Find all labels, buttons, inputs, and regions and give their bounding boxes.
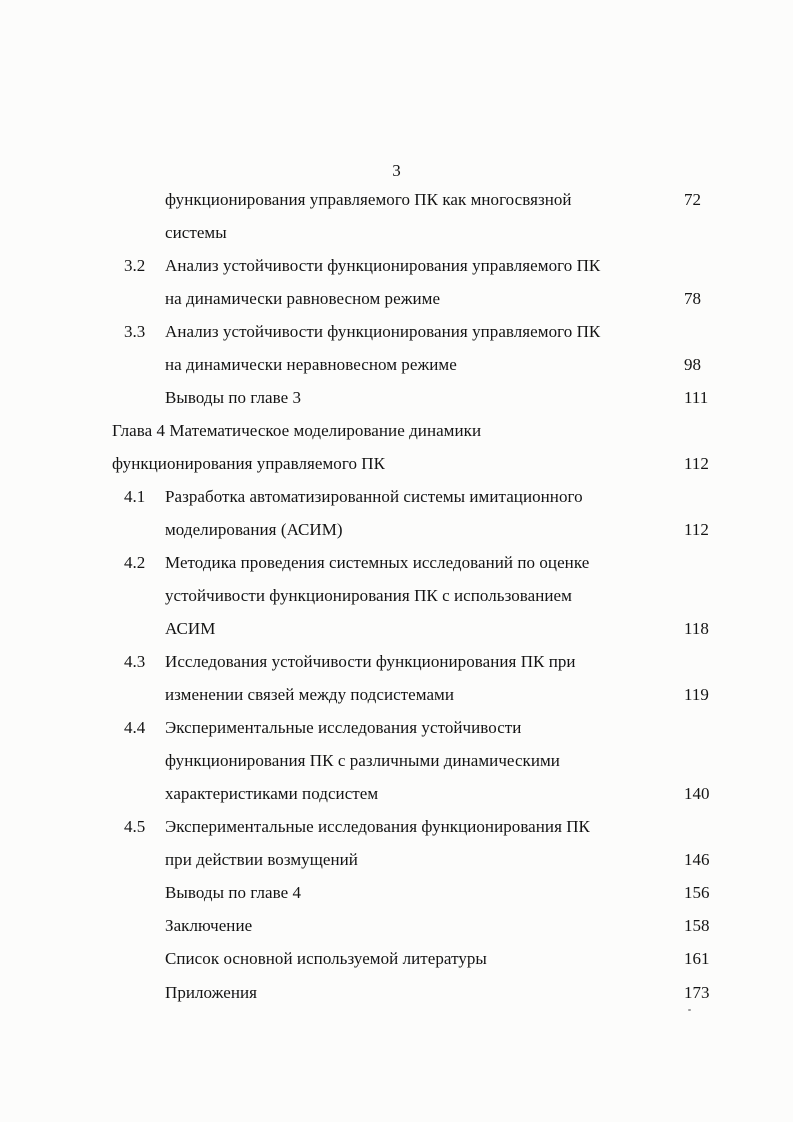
toc-entry-page: 119 — [684, 685, 709, 704]
toc-entry-text: Выводы по главе 3 — [165, 388, 302, 407]
toc-section-number: 4.4 — [124, 718, 146, 737]
toc-entry-page: 118 — [684, 619, 709, 638]
toc-section-number: 4.2 — [124, 553, 146, 572]
toc-entry-page: 146 — [684, 850, 710, 869]
toc-section-number: 4.1 — [124, 487, 146, 506]
toc-entry-text: характеристиками подсистем — [165, 784, 379, 803]
toc-entry-text: при действии возмущений — [165, 850, 358, 869]
toc-entry-page: 112 — [684, 454, 709, 473]
toc-entry-page: 173 — [684, 983, 710, 1002]
toc-entry-text: на динамически неравновесном режиме — [165, 355, 457, 374]
toc-entry-text: Методика проведения системных исследований по оценке — [165, 553, 590, 572]
toc-entry-text: Экспериментальные исследования функционирования ПК — [165, 817, 590, 836]
toc-entry-text: моделирования (АСИМ) — [165, 520, 343, 539]
toc-entry-text: АСИМ — [165, 619, 216, 638]
toc-entry-page: 111 — [684, 388, 709, 407]
toc-entry-text: Разработка автоматизированной системы имитационного — [165, 487, 583, 506]
toc-entry-text: Анализ устойчивости функционирования управляемого ПК — [165, 322, 601, 341]
scan-speck — [688, 1009, 691, 1011]
toc-entry-page: 112 — [684, 520, 709, 539]
toc-entry-text: Приложения — [165, 983, 258, 1002]
toc-entry-text: Выводы по главе 4 — [165, 883, 302, 902]
toc-chapter-title: Глава 4 Математическое моделирование динамики — [112, 421, 482, 440]
toc-section-number: 3.3 — [124, 322, 146, 341]
toc-entry-text: функционирования управляемого ПК как многосвязной — [165, 190, 572, 209]
toc-entry-text: Анализ устойчивости функционирования управляемого ПК — [165, 256, 601, 275]
toc-entry-page: 158 — [684, 916, 710, 935]
toc-section-number: 4.5 — [124, 817, 146, 836]
toc-entry-page: 161 — [684, 949, 710, 968]
toc-entry-text: устойчивости функционирования ПК с использованием — [165, 586, 572, 605]
toc-entry-text: Список основной используемой литературы — [165, 949, 487, 968]
toc-entry-text: на динамически равновесном режиме — [165, 289, 441, 308]
toc-entry-text: Исследования устойчивости функционирования ПК при — [165, 652, 576, 671]
toc-entry-page: 140 — [684, 784, 710, 803]
toc-section-number: 3.2 — [124, 256, 146, 275]
toc-entry-page: 156 — [684, 883, 710, 902]
toc-entry-text: Экспериментальные исследования устойчивости — [165, 718, 522, 737]
toc-entry-text: функционирования ПК с различными динамическими — [165, 751, 560, 770]
toc-chapter-title: функционирования управляемого ПК — [112, 454, 386, 473]
toc-entry-page: 72 — [684, 190, 701, 209]
toc-entry-text: системы — [165, 223, 227, 242]
toc-entry-text: изменении связей между подсистемами — [165, 685, 454, 704]
toc-entry-text: Заключение — [165, 916, 253, 935]
toc-entry-page: 98 — [684, 355, 701, 374]
page-number: 3 — [392, 161, 401, 180]
toc-section-number: 4.3 — [124, 652, 146, 671]
toc-entry-page: 78 — [684, 289, 701, 308]
